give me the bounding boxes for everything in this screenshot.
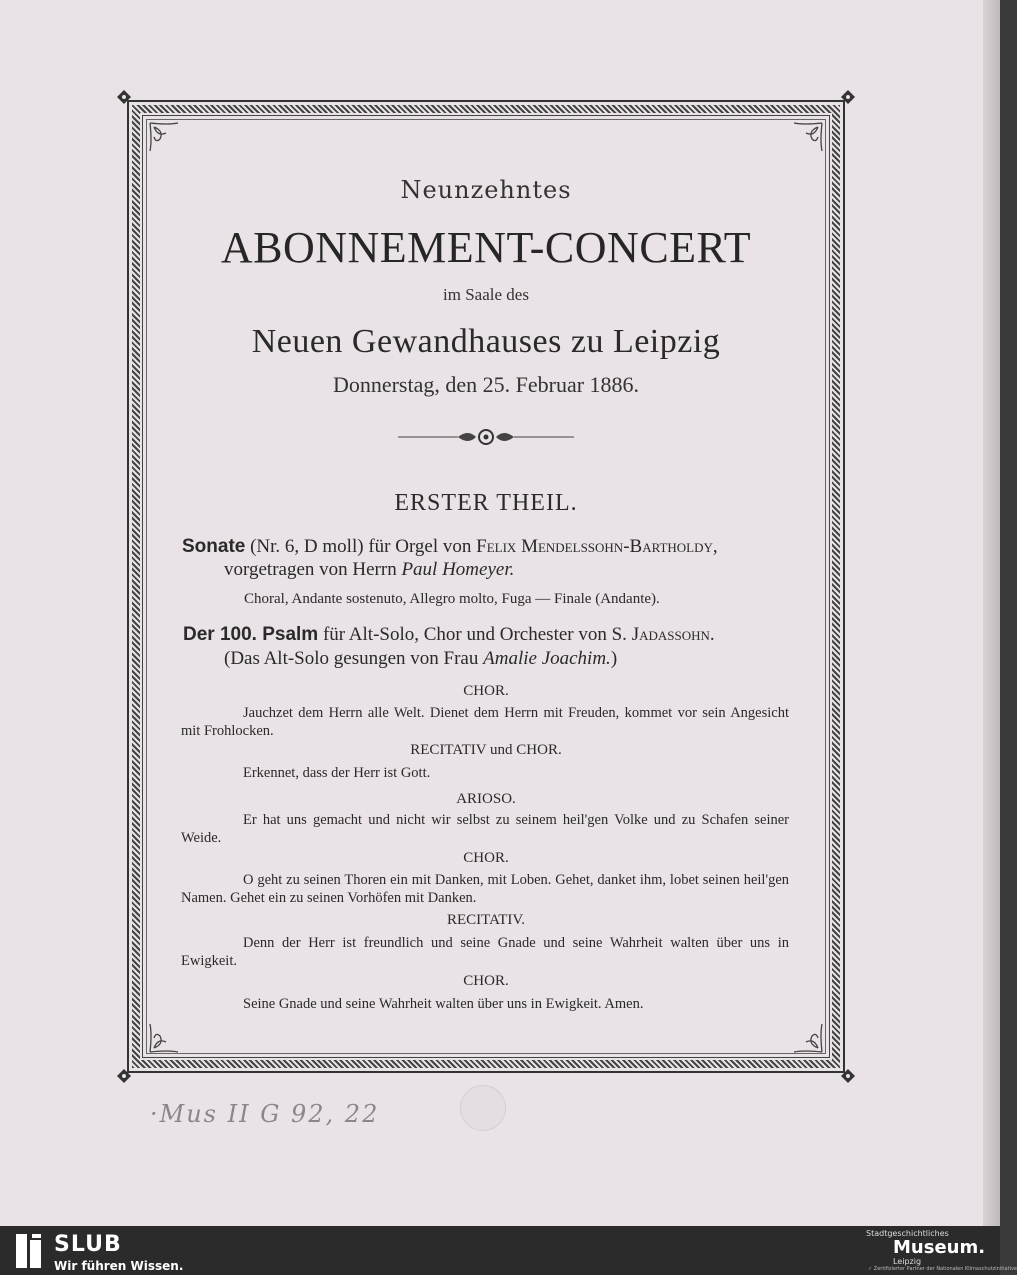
- museum-city: Leipzig: [893, 1257, 922, 1266]
- corner-ornament-icon: [841, 90, 855, 104]
- work-2-performer-prefix: (Das Alt-Solo gesungen von Frau: [224, 648, 479, 669]
- work-1-performer-line: [224, 559, 514, 581]
- part-heading: ERSTER THEIL.: [394, 490, 578, 516]
- corner-ornament-icon: [841, 1069, 855, 1083]
- flourish-icon: [784, 121, 824, 161]
- slub-logo-icon[interactable]: [14, 1232, 44, 1270]
- work-1-performer-prefix: vorgetragen von Herrn: [224, 559, 397, 580]
- work-2-details: für Alt-Solo, Chor und Orchester von S.: [322, 624, 627, 645]
- concert-title: ABONNEMENT-CONCERT: [220, 223, 752, 272]
- venue-prefix: im Saale des: [443, 285, 529, 304]
- work-2-performer-line: [224, 648, 617, 670]
- section-text: Seine Gnade und seine Wahrheit walten über uns in Ewigkeit. Amen.: [243, 996, 644, 1012]
- flourish-icon: [784, 1014, 824, 1054]
- work-1-performer: Paul Homeyer.: [401, 559, 515, 580]
- venue-name: Neuen Gewandhauses zu Leipzig: [251, 323, 721, 360]
- page-edge: [983, 0, 1000, 1226]
- museum-note: ✓ Zertifizierter Partner der Nationalen Klimaschutzinitiative: [868, 1266, 1017, 1272]
- section-text: O geht zu seinen Thoren ein mit Danken, mit Loben. Gehet, danket ihm, lobet seinen heil'gen Namen. Gehet ein zu seinen Vorhöfen mit Danken.: [181, 872, 789, 906]
- section-heading: CHOR.: [463, 973, 509, 989]
- corner-ornament-icon: [117, 90, 131, 104]
- work-1-composer: Felix Mendelssohn-Bartholdy,: [476, 536, 718, 557]
- section-heading: CHOR.: [463, 850, 509, 866]
- slub-tagline: Wir führen Wissen.: [54, 1259, 184, 1273]
- section-text: Er hat uns gemacht und nicht wir selbst zu seinem heil'gen Volke und zu Schafen seiner Weide.: [181, 812, 789, 846]
- handwritten-shelfmark: ·Mus II G 92, 22: [150, 1100, 380, 1128]
- concert-date: Donnerstag, den 25. Februar 1886.: [332, 372, 640, 397]
- work-2-line: [183, 624, 715, 646]
- work-1-line: [182, 536, 718, 558]
- section-heading: ARIOSO.: [456, 791, 516, 807]
- work-1-title: Sonate: [182, 536, 246, 557]
- slub-name[interactable]: SLUB: [54, 1232, 122, 1257]
- work-2-performer: Amalie Joachim.: [483, 648, 611, 669]
- section-heading: RECITATIV und CHOR.: [410, 742, 562, 758]
- section-heading: RECITATIV.: [446, 912, 526, 928]
- section-text: Erkennet, dass der Herr ist Gott.: [243, 765, 431, 781]
- divider-ornament-icon: [398, 426, 574, 448]
- section-text: Jauchzet dem Herrn alle Welt. Dienet dem Herrn mit Freuden, kommet vor sein Angesicht mit Frohlocken.: [181, 705, 789, 739]
- blind-stamp: [460, 1085, 506, 1131]
- concert-ordinal: Neunzehntes: [400, 176, 572, 204]
- work-1-details: (Nr. 6, D moll) für Orgel von: [250, 536, 472, 557]
- museum-name[interactable]: Museum.: [893, 1237, 986, 1258]
- section-heading: CHOR.: [463, 683, 509, 699]
- work-2-composer: Jadassohn.: [631, 624, 715, 645]
- flourish-icon: [148, 121, 188, 161]
- work-2-title: Der 100. Psalm: [183, 624, 319, 645]
- flourish-icon: [148, 1014, 188, 1054]
- work-2-performer-suffix: ): [610, 648, 618, 669]
- section-text: Denn der Herr ist freundlich und seine Gnade und seine Wahrheit walten über uns in Ewigkeit.: [181, 935, 789, 969]
- corner-ornament-icon: [117, 1069, 131, 1083]
- museum-label: Stadtgeschichtliches: [866, 1229, 949, 1238]
- work-1-movements: Choral, Andante sostenuto, Allegro molto, Fuga — Finale (Andante).: [244, 591, 660, 607]
